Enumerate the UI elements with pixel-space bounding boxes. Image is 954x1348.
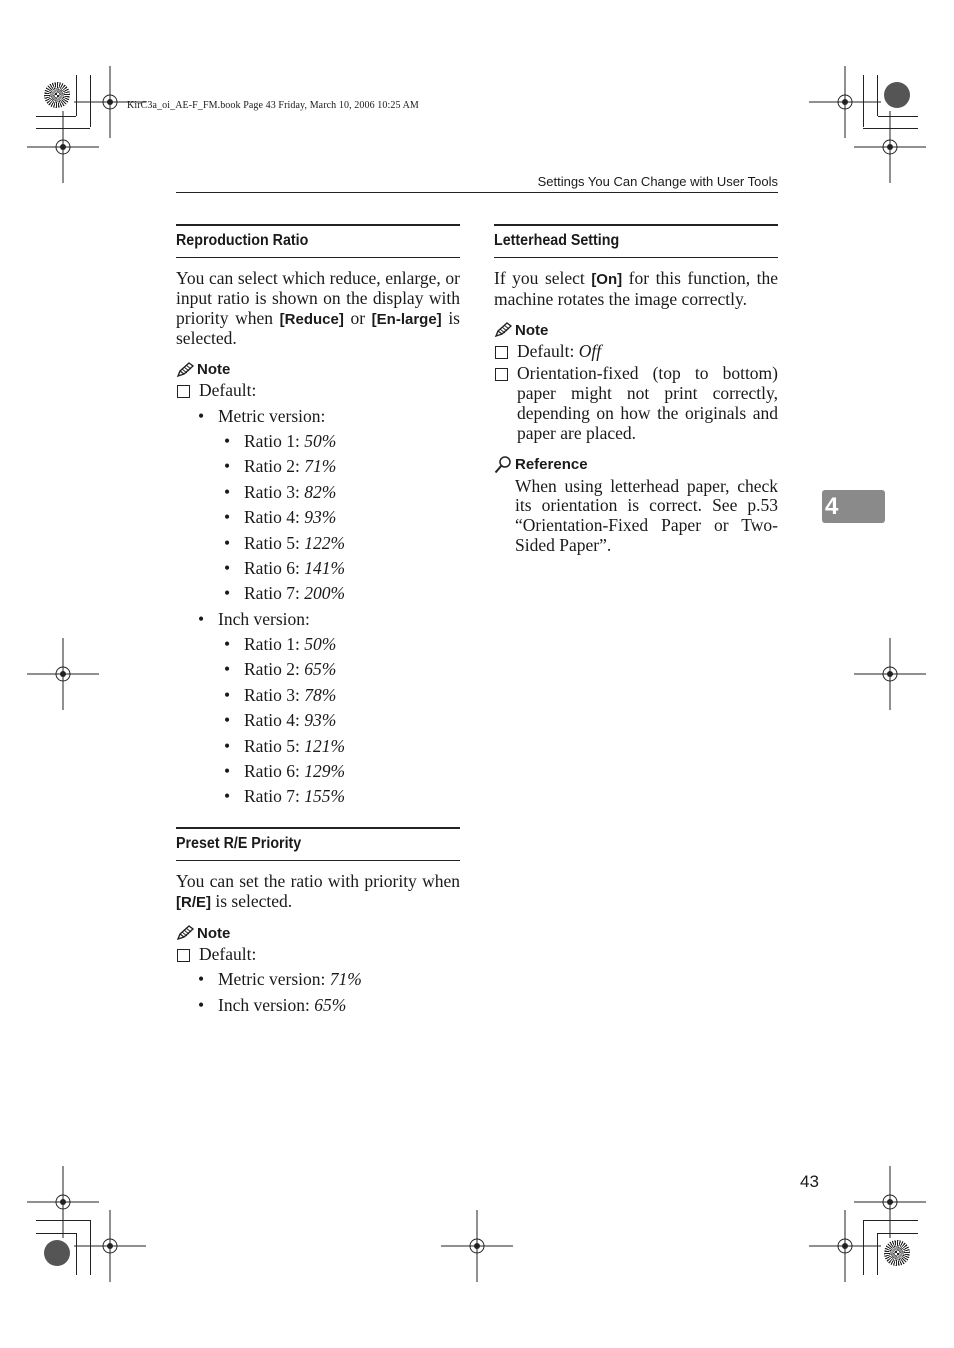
ratio-value: 93% <box>304 710 337 731</box>
ratio-value: 155% <box>304 786 346 807</box>
ratio-list-item <box>176 737 460 757</box>
ratio-label: Ratio 7: <box>244 583 305 604</box>
ratio-list-item <box>176 635 460 655</box>
ratio-value: 121% <box>304 735 346 756</box>
ratio-list-item <box>176 508 460 528</box>
ratio-list-item <box>176 559 460 579</box>
color-target-icon <box>884 82 910 108</box>
key-label: [On] <box>591 271 623 288</box>
ratio-value: 65% <box>304 659 337 680</box>
file-info: KirC3a_oi_AE-F_FM.book Page 43 Friday, March 10, 2006 10:25 AM <box>127 100 419 111</box>
magnifier-icon <box>494 456 512 474</box>
checkbox-icon <box>177 949 190 962</box>
color-target-icon <box>884 1240 910 1266</box>
checkbox-icon <box>495 368 508 381</box>
ratio-list-item <box>176 534 460 554</box>
ratio-label: Ratio 1: <box>244 430 305 451</box>
ratio-value: 93% <box>304 507 337 528</box>
ratio-label: Ratio 2: <box>244 659 305 680</box>
ratio-list-item <box>176 483 460 503</box>
ratio-list-item <box>176 660 460 680</box>
list-item: • Metric version: 71% <box>176 970 460 990</box>
ratio-list-item <box>176 762 460 782</box>
ratio-label: Ratio 5: <box>244 735 305 756</box>
pencil-icon <box>494 322 512 338</box>
key-label: [Reduce] <box>279 310 344 328</box>
ratio-label: Ratio 4: <box>244 507 305 528</box>
pencil-icon <box>176 925 194 941</box>
key-label: [En-large] <box>371 310 442 328</box>
checkbox-icon <box>177 385 190 398</box>
ratio-label: Ratio 6: <box>244 761 305 782</box>
registration-mark-icon <box>854 111 926 183</box>
ratio-value: 129% <box>304 761 346 782</box>
section-heading: Reproduction Ratio <box>176 224 460 258</box>
metric-ratio-list <box>176 432 460 604</box>
ratio-value: 122% <box>304 532 346 553</box>
ratio-label: Ratio 3: <box>244 481 305 502</box>
ratio-list-item <box>176 584 460 604</box>
body-paragraph: You can select which reduce, enlarge, or input ratio is shown on the display with priority when [Reduce] or [En-large] is selected. <box>176 268 460 349</box>
registration-mark-icon <box>27 638 99 710</box>
registration-mark-icon <box>27 111 99 183</box>
ratio-list-item <box>176 686 460 706</box>
ratio-label: Ratio 2: <box>244 456 305 477</box>
list-item: • Inch version: 65% <box>176 996 460 1016</box>
right-column <box>494 224 778 556</box>
ratio-value: 78% <box>304 684 337 705</box>
ratio-list-item <box>176 432 460 452</box>
reference-text: When using letterhead paper, check its orientation is correct. See p.53 “Orientation-Fixed Paper or Two-Sided Paper”. <box>515 475 778 555</box>
ratio-label: Ratio 4: <box>244 710 305 731</box>
chapter-tab: 4 <box>822 490 885 523</box>
ratio-value: 141% <box>304 557 346 578</box>
note-heading: Note <box>176 925 460 942</box>
checkbox-item: Orientation-fixed (top to bottom) paper might not print correctly, depending on how the originals and paper are placed. <box>494 364 778 443</box>
list-item: • Inch version: <box>176 610 460 630</box>
section-heading: Letterhead Setting <box>494 224 778 258</box>
body-paragraph: If you select [On] for this function, the machine rotates the image correctly. <box>494 268 778 309</box>
color-target-icon <box>44 82 70 108</box>
checkbox-item: Default: <box>176 945 460 965</box>
page-number: 43 <box>800 1172 819 1191</box>
running-head: Settings You Can Change with User Tools <box>537 174 778 189</box>
ratio-value: 82% <box>304 481 337 502</box>
ratio-list-item <box>176 787 460 807</box>
ratio-value: 50% <box>304 634 337 655</box>
ratio-label: Ratio 6: <box>244 557 305 578</box>
ratio-value: 50% <box>304 430 337 451</box>
body-paragraph: You can set the ratio with priority when [R/E] is selected. <box>176 871 460 912</box>
header-rule <box>176 192 778 193</box>
ratio-label: Ratio 5: <box>244 532 305 553</box>
checkbox-icon <box>495 346 508 359</box>
color-target-icon <box>44 1240 70 1266</box>
ratio-value: 71% <box>304 456 337 477</box>
ratio-list-item <box>176 457 460 477</box>
note-heading: Note <box>176 361 460 378</box>
key-label: [R/E] <box>176 894 211 912</box>
left-column <box>176 224 460 1015</box>
reference-heading: Reference <box>494 456 778 474</box>
ratio-label: Ratio 3: <box>244 684 305 705</box>
note-heading: Note <box>494 322 778 339</box>
ratio-label: Ratio 1: <box>244 634 305 655</box>
ratio-label: Ratio 7: <box>244 786 305 807</box>
registration-mark-icon <box>441 1210 513 1282</box>
checkbox-item: Default: Off <box>494 342 778 362</box>
checkbox-item: Default: <box>176 381 460 401</box>
inch-ratio-list <box>176 635 460 807</box>
section-heading: Preset R/E Priority <box>176 827 460 861</box>
list-item: • Metric version: <box>176 407 460 427</box>
registration-mark-icon <box>854 638 926 710</box>
pencil-icon <box>176 362 194 378</box>
ratio-value: 200% <box>304 583 346 604</box>
ratio-list-item <box>176 711 460 731</box>
